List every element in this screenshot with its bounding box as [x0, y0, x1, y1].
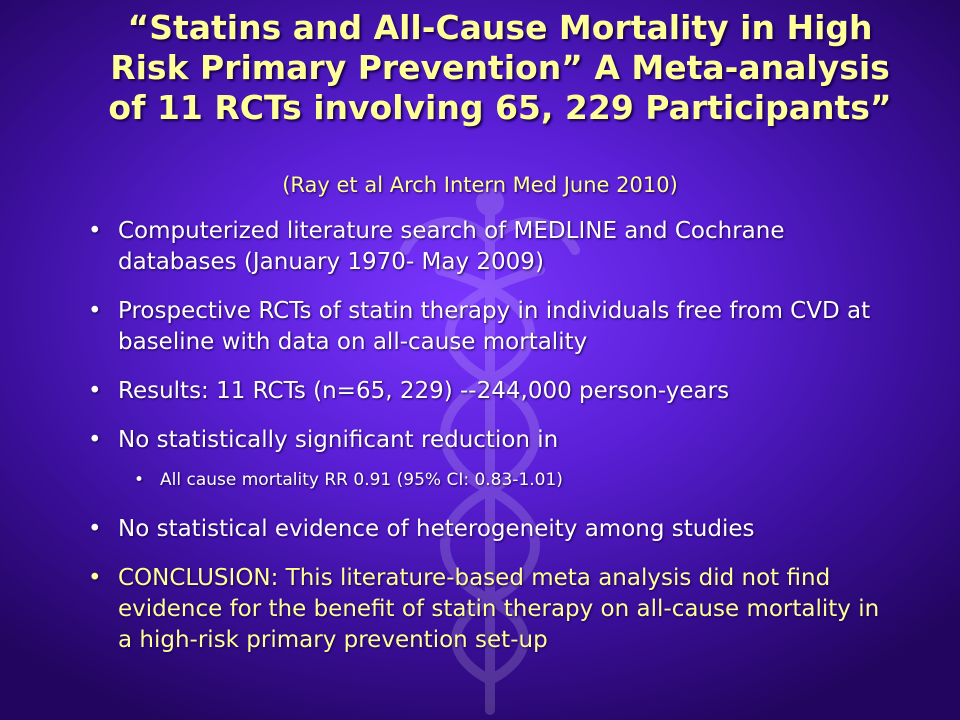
bullet-marker: •: [88, 565, 102, 591]
bullet-marker: •: [88, 427, 102, 453]
bullet-marker: •: [88, 298, 102, 324]
bullet-list: [80, 216, 900, 674]
bullet-text: Computerized literature search of MEDLINE and Cochrane databases (January 1970- May 2009): [118, 218, 785, 275]
bullet-marker: •: [88, 516, 102, 542]
slide-title: “Statins and All-Cause Mortality in High Risk Primary Prevention” A Meta-analysis of 11 RCTs involving 65, 229 Participants”: [108, 8, 892, 127]
conclusion-bullet: [80, 563, 900, 656]
bullet-marker: •: [88, 218, 102, 244]
bullet-item: [80, 514, 900, 545]
sub-bullet-text: All cause mortality RR 0.91 (95% CI: 0.83-1.01): [160, 470, 563, 490]
sub-bullet-item: [80, 468, 900, 492]
bullet-item: [80, 296, 900, 358]
bullet-text: Results: 11 RCTs (n=65, 229) --244,000 person-years: [118, 378, 730, 404]
conclusion-text: CONCLUSION: This literature-based meta analysis did not find evidence for the benefit of statin therapy on all-cause mortality in a high-risk primary prevention set-up: [118, 565, 880, 653]
citation-subtitle: (Ray et al Arch Intern Med June 2010): [282, 173, 678, 197]
bullet-item: [80, 376, 900, 407]
bullet-item: [80, 425, 900, 456]
bullet-text: No statistical evidence of heterogeneity among studies: [118, 516, 755, 542]
bullet-text: Prospective RCTs of statin therapy in individuals free from CVD at baseline with data on all-cause mortality: [118, 298, 871, 355]
bullet-text: No statistically significant reduction in: [118, 427, 559, 453]
bullet-marker: •: [88, 378, 102, 404]
bullet-item: [80, 216, 900, 278]
bullet-marker: •: [134, 470, 145, 490]
